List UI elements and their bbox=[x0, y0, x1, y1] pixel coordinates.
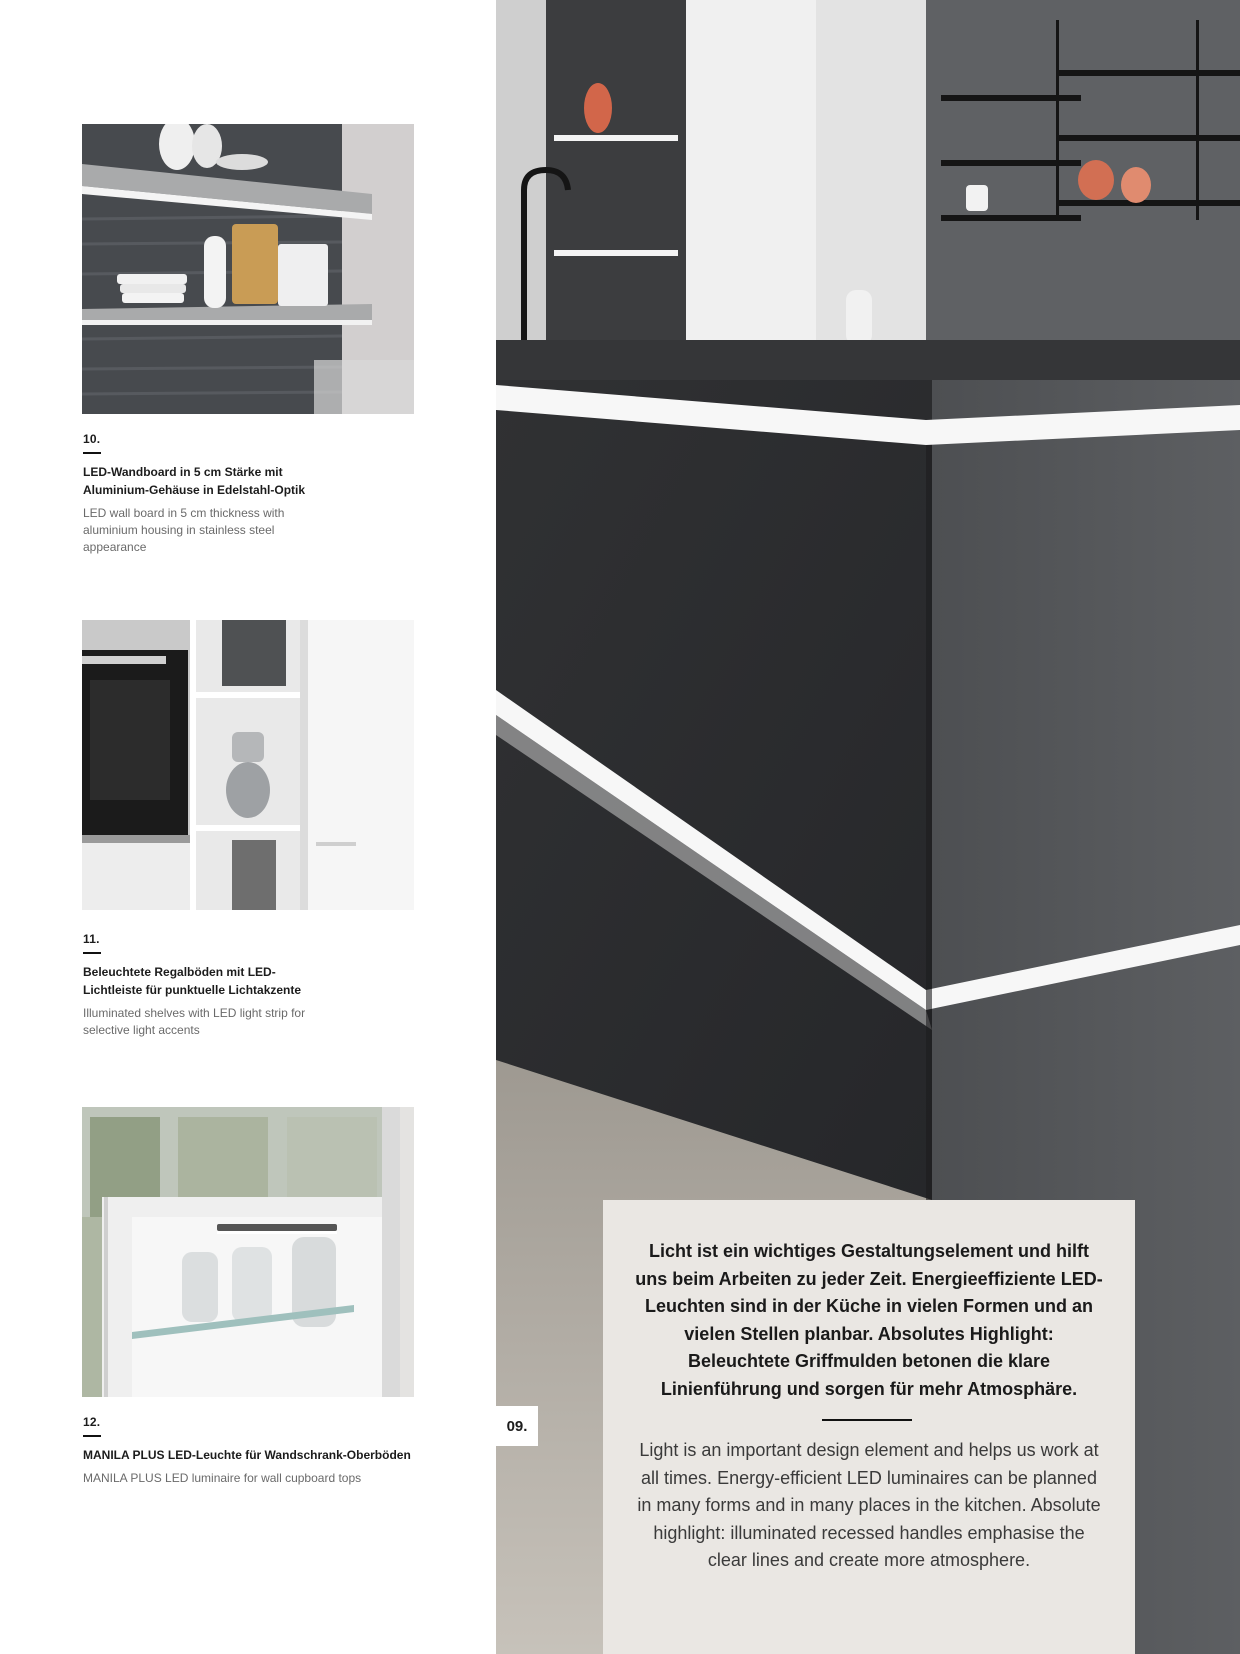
intro-german: Licht ist ein wichtiges Gestaltungselement und hilft uns beim Arbeiten zu jeder Zeit. Energieeffiziente LED-Leuchten sind in der Küche in vielen Formen und an vielen Stellen planbar. Absolutes Highlight: Beleuchtete Griffmulden betonen die klare Linienführung und sorgen für mehr Atmosphäre. bbox=[635, 1241, 1103, 1399]
intro-english: Light is an important design element and helps us work at all times. Energy-efficient LED luminaires can be planned in many forms and in many places in the kitchen. Absolute highlight: illuminated recessed handles emphasise the clear lines and create more atmosphere. bbox=[637, 1440, 1101, 1570]
caption-number: 12. bbox=[83, 1415, 101, 1429]
caption-english: LED wall board in 5 cm thickness with aluminium housing in stainless steel appearance bbox=[83, 506, 285, 554]
page-number: 09. bbox=[496, 1406, 538, 1446]
intro-text-panel bbox=[603, 1200, 1135, 1654]
panel-divider bbox=[822, 1419, 912, 1421]
caption-divider bbox=[83, 952, 101, 954]
caption-english: Illuminated shelves with LED light strip for selective light accents bbox=[83, 1006, 306, 1037]
caption-german: MANILA PLUS LED-Leuchte für Wandschrank-Oberböden bbox=[83, 1448, 411, 1462]
photo-led-wall-board bbox=[82, 124, 414, 414]
caption-10 bbox=[83, 432, 443, 556]
left-column bbox=[0, 0, 496, 1654]
caption-12 bbox=[83, 1415, 443, 1487]
photo-wall-cupboard-luminaire bbox=[82, 1107, 414, 1397]
caption-divider bbox=[83, 452, 101, 454]
caption-11 bbox=[83, 932, 443, 1039]
caption-german: LED-Wandboard in 5 cm Stärke mit Aluminium-Gehäuse in Edelstahl-Optik bbox=[83, 465, 306, 497]
caption-german: Beleuchtete Regalböden mit LED-Lichtleiste für punktuelle Lichtakzente bbox=[83, 965, 302, 997]
caption-number: 11. bbox=[83, 932, 100, 946]
caption-divider bbox=[83, 1435, 101, 1437]
caption-number: 10. bbox=[83, 432, 101, 446]
caption-english: MANILA PLUS LED luminaire for wall cupboard tops bbox=[83, 1471, 362, 1485]
photo-illuminated-shelves bbox=[82, 620, 414, 910]
